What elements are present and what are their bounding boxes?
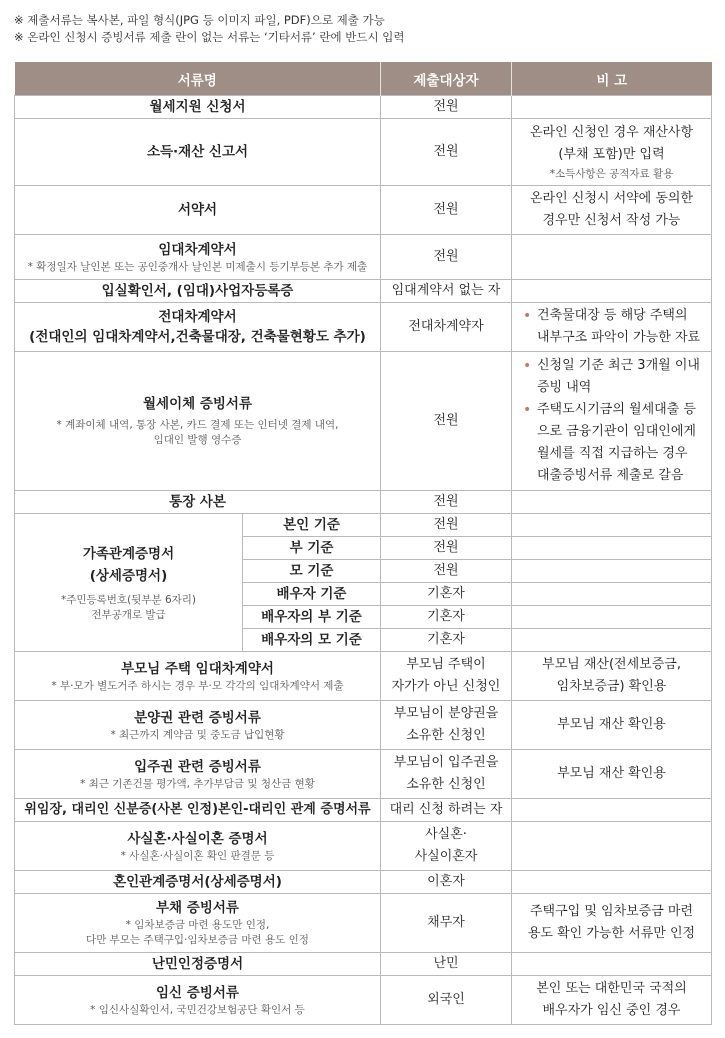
remark [512, 235, 712, 280]
doc-name: 부채 증빙서류 [156, 900, 239, 916]
target: 전원 [381, 119, 512, 186]
doc-note: * 부·모가 별도거주 하시는 경우 부·모 각각의 임대차계약서 제출 [51, 679, 344, 692]
remark-bullet: • 건축물대장 등 해당 주택의 내부구조 파악이 가능한 자료 [537, 305, 708, 349]
target: 난민 [381, 953, 512, 976]
remark [512, 537, 712, 560]
notes [14, 12, 404, 46]
remark: 부모님 재산 확인용 [512, 701, 712, 750]
doc-note: * 확정일자 날인본 또는 공인중개사 날인본 미제출시 등기부등본 추가 제출 [27, 260, 368, 273]
remark [512, 119, 712, 186]
sub-label: 배우자의 모 기준 [243, 629, 381, 652]
target: 전원 [381, 186, 512, 235]
remark-line: 온라인 신청인 경우 재산사항 [529, 125, 694, 140]
target: 대리 신청 하려는 자 [381, 799, 512, 822]
doc-cell [15, 976, 381, 1025]
doc-name: 월세지원 신청서 [15, 96, 381, 119]
doc-name: 통장 사본 [15, 491, 381, 514]
target: 기혼자 [381, 629, 512, 652]
table-row [15, 280, 712, 303]
table-row [15, 303, 712, 352]
table-row [15, 953, 712, 976]
target: 채무자 [381, 894, 512, 953]
doc-name: 위임장, 대리인 신분증(사본 인정)본인-대리인 관계 증명서류 [15, 799, 381, 822]
doc-note: * 최근까지 계약금 및 중도금 납입현황 [110, 728, 285, 741]
table-row [15, 799, 712, 822]
doc-name: 월세이체 증빙서류 [142, 396, 253, 412]
remark-bullet: • 주택도시기금의 월세대출 등 으로 금융기관이 임대인에게 월세를 직접 지급하는 경우 대출증빙서류 제출로 갈음 [537, 399, 708, 487]
remark [512, 186, 712, 235]
target: 전원 [381, 514, 512, 537]
remark [512, 629, 712, 652]
remark-line: 온라인 신청시 서약에 동의한 [529, 191, 694, 206]
doc-name: 사실혼·사실이혼 증명서 [127, 830, 268, 847]
target: 전원 [381, 96, 512, 119]
doc-name: 입주권 관련 증빙서류 [134, 758, 261, 775]
remark [512, 514, 712, 537]
remark [512, 491, 712, 514]
table-row [15, 701, 712, 750]
target: 임대계약서 없는 자 [381, 280, 512, 303]
doc-note: * 임신사실확인서, 국민건강보험공단 확인서 등 [90, 1003, 305, 1016]
doc-note: * 임차보증금 마련 용도만 인정, [125, 919, 270, 931]
remark [512, 280, 712, 303]
table-header [15, 62, 712, 96]
remark-note: *소득사항은 공적자료 활용 [549, 168, 674, 180]
remark [512, 822, 712, 871]
remark [512, 560, 712, 583]
table-row [15, 750, 712, 799]
target: 전원 [381, 537, 512, 560]
target: 전원 [381, 560, 512, 583]
table-row [15, 491, 712, 514]
doc-cell [15, 652, 381, 701]
target: 기혼자 [381, 606, 512, 629]
doc-name: 전대차계약서 [158, 309, 237, 325]
note-line-1: ※ 제출서류는 복사본, 파일 형식(JPG 등 이미지 파일, PDF)으로 제출 가능 [14, 13, 385, 27]
sub-label: 배우자 기준 [243, 583, 381, 606]
target: 기혼자 [381, 583, 512, 606]
remark [512, 303, 712, 352]
table-row [15, 119, 712, 186]
target: 부모님 주택이 자가가 아닌 신청인 [381, 652, 512, 701]
doc-note: 다만 부모는 주택구입·임차보증금 마련 용도 인정 [86, 934, 309, 946]
table-row [15, 235, 712, 280]
remark [512, 953, 712, 976]
doc-name-detail: (상세증명서) [89, 567, 168, 584]
doc-cell [15, 235, 381, 280]
sub-label: 본인 기준 [243, 514, 381, 537]
doc-note: 임대인 발행 영수증 [153, 434, 242, 446]
target: 전원 [381, 235, 512, 280]
doc-cell [15, 701, 381, 750]
doc-note: *주민등록번호(뒷부분 6자리) [60, 593, 197, 606]
header-target: 제출대상자 [381, 62, 512, 96]
target: 전원 [381, 491, 512, 514]
doc-cell [15, 894, 381, 953]
remark [512, 606, 712, 629]
doc-name: 입실확인서, (임대)사업자등록증 [15, 280, 381, 303]
target: 부모님이 입주권을 소유한 신청인 [381, 750, 512, 799]
doc-cell [15, 352, 381, 491]
doc-name: 임대차계약서 [158, 241, 237, 258]
doc-name-detail: (전대인의 임대차계약서,건축물대장, 건축물현황도 추가) [29, 329, 366, 345]
table-row [15, 871, 712, 894]
sub-label: 모 기준 [243, 560, 381, 583]
header-remark: 비 고 [512, 62, 712, 96]
remark-line: 경우만 신청서 작성 가능 [542, 213, 681, 228]
target: 전대차계약자 [381, 303, 512, 352]
target: 전원 [381, 352, 512, 491]
document-table [14, 62, 712, 1025]
sub-label: 부 기준 [243, 537, 381, 560]
doc-cell [15, 514, 243, 652]
table-row [15, 96, 712, 119]
doc-note: * 사실혼·사실이혼 확인 판결문 등 [120, 849, 275, 862]
doc-name: 서약서 [15, 186, 381, 235]
doc-name: 혼인관계증명서(상세증명서) [15, 871, 381, 894]
remark: 부모님 재산(전세보증금, 임차보증금) 확인용 [512, 652, 712, 701]
target: 외국인 [381, 976, 512, 1025]
remark: 주택구입 및 임차보증금 마련 용도 확인 가능한 서류만 인정 [512, 894, 712, 953]
doc-name: 난민인정증명서 [15, 953, 381, 976]
doc-name: 임신 증빙서류 [156, 984, 239, 1001]
remark [512, 352, 712, 491]
remark-bullet: • 신청일 기준 최근 3개월 이내 증빙 내역 [537, 355, 708, 399]
doc-note: 전부공개로 발급 [91, 608, 166, 621]
doc-name: 분양권 관련 증빙서류 [134, 709, 261, 726]
remark: 부모님 재산 확인용 [512, 750, 712, 799]
doc-cell [15, 303, 381, 352]
remark [512, 96, 712, 119]
doc-note: * 계좌이체 내역, 통장 사본, 카드 결제 또는 인터넷 결제 내역, [56, 419, 339, 431]
remark [512, 871, 712, 894]
table-row [15, 352, 712, 491]
note-line-2: ※ 온라인 신청시 증빙서류 제출 란이 없는 서류는 ‘기타서류’ 란에 반드시 입력 [14, 30, 405, 44]
table-row [15, 652, 712, 701]
target: 사실혼· 사실이혼자 [381, 822, 512, 871]
remark [512, 583, 712, 606]
doc-cell [15, 750, 381, 799]
remark: 본인 또는 대한민국 국적의 배우자가 임신 중인 경우 [512, 976, 712, 1025]
target: 부모님이 분양권을 소유한 신청인 [381, 701, 512, 750]
table-row [15, 822, 712, 871]
remark [512, 799, 712, 822]
target: 이혼자 [381, 871, 512, 894]
doc-name: 소득·재산 신고서 [15, 119, 381, 186]
table-row [15, 894, 712, 953]
table-row [15, 514, 712, 537]
doc-note: * 최근 기존건물 평가액, 추가부담금 및 청산금 현황 [80, 777, 315, 790]
doc-cell [15, 822, 381, 871]
doc-name: 부모님 주택 임대차계약서 [121, 660, 274, 677]
remark-line: (부채 포함)만 입력 [558, 147, 665, 162]
table-row [15, 186, 712, 235]
sub-label: 배우자의 부 기준 [243, 606, 381, 629]
header-doc: 서류명 [15, 62, 381, 96]
doc-name: 가족관계증명서 [82, 545, 175, 562]
table-row [15, 976, 712, 1025]
